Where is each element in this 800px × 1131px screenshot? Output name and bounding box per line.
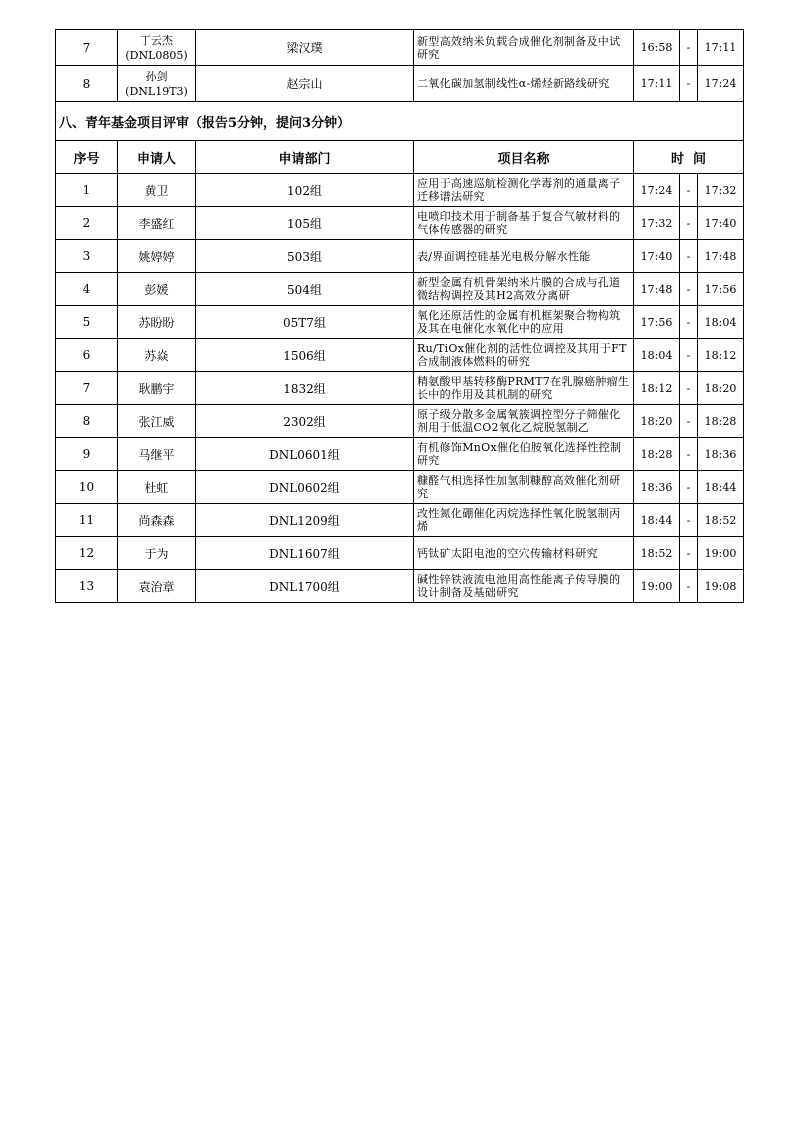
row-dept: DNL1700组 [196,570,414,603]
row-dept: 105组 [196,207,414,240]
row-title: 二氧化碳加氢制线性α-烯烃新路线研究 [414,66,634,102]
table-row [56,30,744,66]
table-row [56,174,744,207]
header-applicant: 申请人 [118,141,196,174]
row-dept: 1506组 [196,339,414,372]
row-end-time: 19:08 [698,570,744,603]
row-start-time: 19:00 [634,570,680,603]
row-end-time: 18:36 [698,438,744,471]
row-no: 3 [56,240,118,273]
row-dept: DNL1607组 [196,537,414,570]
row-start-time: 16:58 [634,30,680,66]
row-start-time: 17:11 [634,66,680,102]
row-applicant: 杜虹 [118,471,196,504]
row-title: 糠醛气相选择性加氢制糠醇高效催化剂研究 [414,471,634,504]
row-end-time: 17:24 [698,66,744,102]
row-applicant: 于为 [118,537,196,570]
row-applicant: 张江威 [118,405,196,438]
row-end-time: 18:52 [698,504,744,537]
row-end-time: 18:44 [698,471,744,504]
row-dept: 赵宗山 [196,66,414,102]
row-dept: 504组 [196,273,414,306]
table-row [56,537,744,570]
row-applicant: 彭媛 [118,273,196,306]
review-rows [56,174,744,603]
row-dash: - [680,339,698,372]
row-no: 5 [56,306,118,339]
row-applicant: 耿鹏宇 [118,372,196,405]
row-title: 原子级分散多金属氧簇调控型分子筛催化剂用于低温CO2氧化乙烷脱氢制乙 [414,405,634,438]
row-start-time: 18:44 [634,504,680,537]
row-applicant: 尚森森 [118,504,196,537]
table-header-row [56,141,744,174]
table-row [56,66,744,102]
table-row [56,306,744,339]
table-row [56,570,744,603]
applicant-group: (DNL19T3) [125,84,188,98]
row-dept: 1832组 [196,372,414,405]
row-title: 表/界面调控硅基光电极分解水性能 [414,240,634,273]
row-title: 氧化还原活性的金属有机框架聚合物构筑及其在电催化水氧化中的应用 [414,306,634,339]
row-end-time: 19:00 [698,537,744,570]
table-row [56,339,744,372]
row-end-time: 18:12 [698,339,744,372]
row-no: 4 [56,273,118,306]
row-dash: - [680,66,698,102]
row-dept: DNL1209组 [196,504,414,537]
row-applicant: 苏盼盼 [118,306,196,339]
section-heading: 八、青年基金项目评审（报告5分钟，提问3分钟） [56,102,744,141]
row-title: 碱性锌铁液流电池用高性能离子传导膜的设计制备及基础研究 [414,570,634,603]
row-applicant: 苏焱 [118,339,196,372]
applicant-name: 孙剑 [145,69,168,83]
row-dash: - [680,504,698,537]
row-end-time: 17:48 [698,240,744,273]
row-no: 10 [56,471,118,504]
row-title: 有机修饰MnOx催化伯胺氧化选择性控制研究 [414,438,634,471]
row-applicant: 李盛红 [118,207,196,240]
row-applicant [118,66,196,102]
row-dept: 梁汉璞 [196,30,414,66]
row-start-time: 18:12 [634,372,680,405]
row-dept: 102组 [196,174,414,207]
row-no: 8 [56,405,118,438]
row-dash: - [680,207,698,240]
header-title: 项目名称 [414,141,634,174]
row-dept: 2302组 [196,405,414,438]
applicant-name: 丁云杰 [140,33,173,47]
row-applicant: 黄卫 [118,174,196,207]
row-dash: - [680,405,698,438]
row-end-time: 18:04 [698,306,744,339]
row-dash: - [680,174,698,207]
row-dash: - [680,537,698,570]
table-row [56,471,744,504]
schedule-table [55,29,744,603]
row-start-time: 17:32 [634,207,680,240]
row-applicant: 姚婷婷 [118,240,196,273]
row-no: 6 [56,339,118,372]
row-dept: 503组 [196,240,414,273]
row-no: 1 [56,174,118,207]
row-title: Ru/TiOx催化剂的活性位调控及其用于FT合成制液体燃料的研究 [414,339,634,372]
row-title: 应用于高速巡航检测化学毒剂的通量离子迁移谱法研究 [414,174,634,207]
row-dash: - [680,240,698,273]
row-title: 钙钛矿太阳电池的空穴传输材料研究 [414,537,634,570]
row-dash: - [680,273,698,306]
header-time: 时 间 [634,141,744,174]
header-no: 序号 [56,141,118,174]
row-start-time: 17:24 [634,174,680,207]
row-start-time: 17:48 [634,273,680,306]
row-dash: - [680,438,698,471]
table-row [56,273,744,306]
table-row [56,207,744,240]
row-title: 改性氮化硼催化丙烷选择性氧化脱氢制丙烯 [414,504,634,537]
row-start-time: 18:28 [634,438,680,471]
row-start-time: 17:40 [634,240,680,273]
row-end-time: 17:56 [698,273,744,306]
row-no: 7 [56,30,118,66]
row-dash: - [680,570,698,603]
table-row [56,438,744,471]
row-end-time: 18:20 [698,372,744,405]
row-no: 9 [56,438,118,471]
row-dash: - [680,471,698,504]
previous-section-rows [56,30,744,102]
applicant-group: (DNL0805) [125,48,188,62]
table-row [56,405,744,438]
section-heading-row [56,102,744,141]
row-start-time: 17:56 [634,306,680,339]
row-no: 7 [56,372,118,405]
row-dept: DNL0601组 [196,438,414,471]
row-applicant [118,30,196,66]
row-end-time: 17:11 [698,30,744,66]
row-applicant: 袁治章 [118,570,196,603]
row-start-time: 18:52 [634,537,680,570]
table-row [56,504,744,537]
row-dash: - [680,30,698,66]
row-start-time: 18:04 [634,339,680,372]
row-title: 新型金属有机骨架纳米片膜的合成与孔道微结构调控及其H2高效分离研 [414,273,634,306]
row-dept: DNL0602组 [196,471,414,504]
row-start-time: 18:20 [634,405,680,438]
row-no: 12 [56,537,118,570]
row-title: 精氨酸甲基转移酶PRMT7在乳腺癌肿瘤生长中的作用及其机制的研究 [414,372,634,405]
row-start-time: 18:36 [634,471,680,504]
row-no: 13 [56,570,118,603]
row-end-time: 17:32 [698,174,744,207]
table-row [56,240,744,273]
row-applicant: 马继平 [118,438,196,471]
row-no: 11 [56,504,118,537]
row-no: 8 [56,66,118,102]
row-dept: 05T7组 [196,306,414,339]
row-end-time: 18:28 [698,405,744,438]
header-dept: 申请部门 [196,141,414,174]
row-dash: - [680,306,698,339]
row-dash: - [680,372,698,405]
row-title: 新型高效纳米负载合成催化剂制备及中试研究 [414,30,634,66]
row-no: 2 [56,207,118,240]
table-row [56,372,744,405]
row-title: 电喷印技术用于制备基于复合气敏材料的气体传感器的研究 [414,207,634,240]
row-end-time: 17:40 [698,207,744,240]
